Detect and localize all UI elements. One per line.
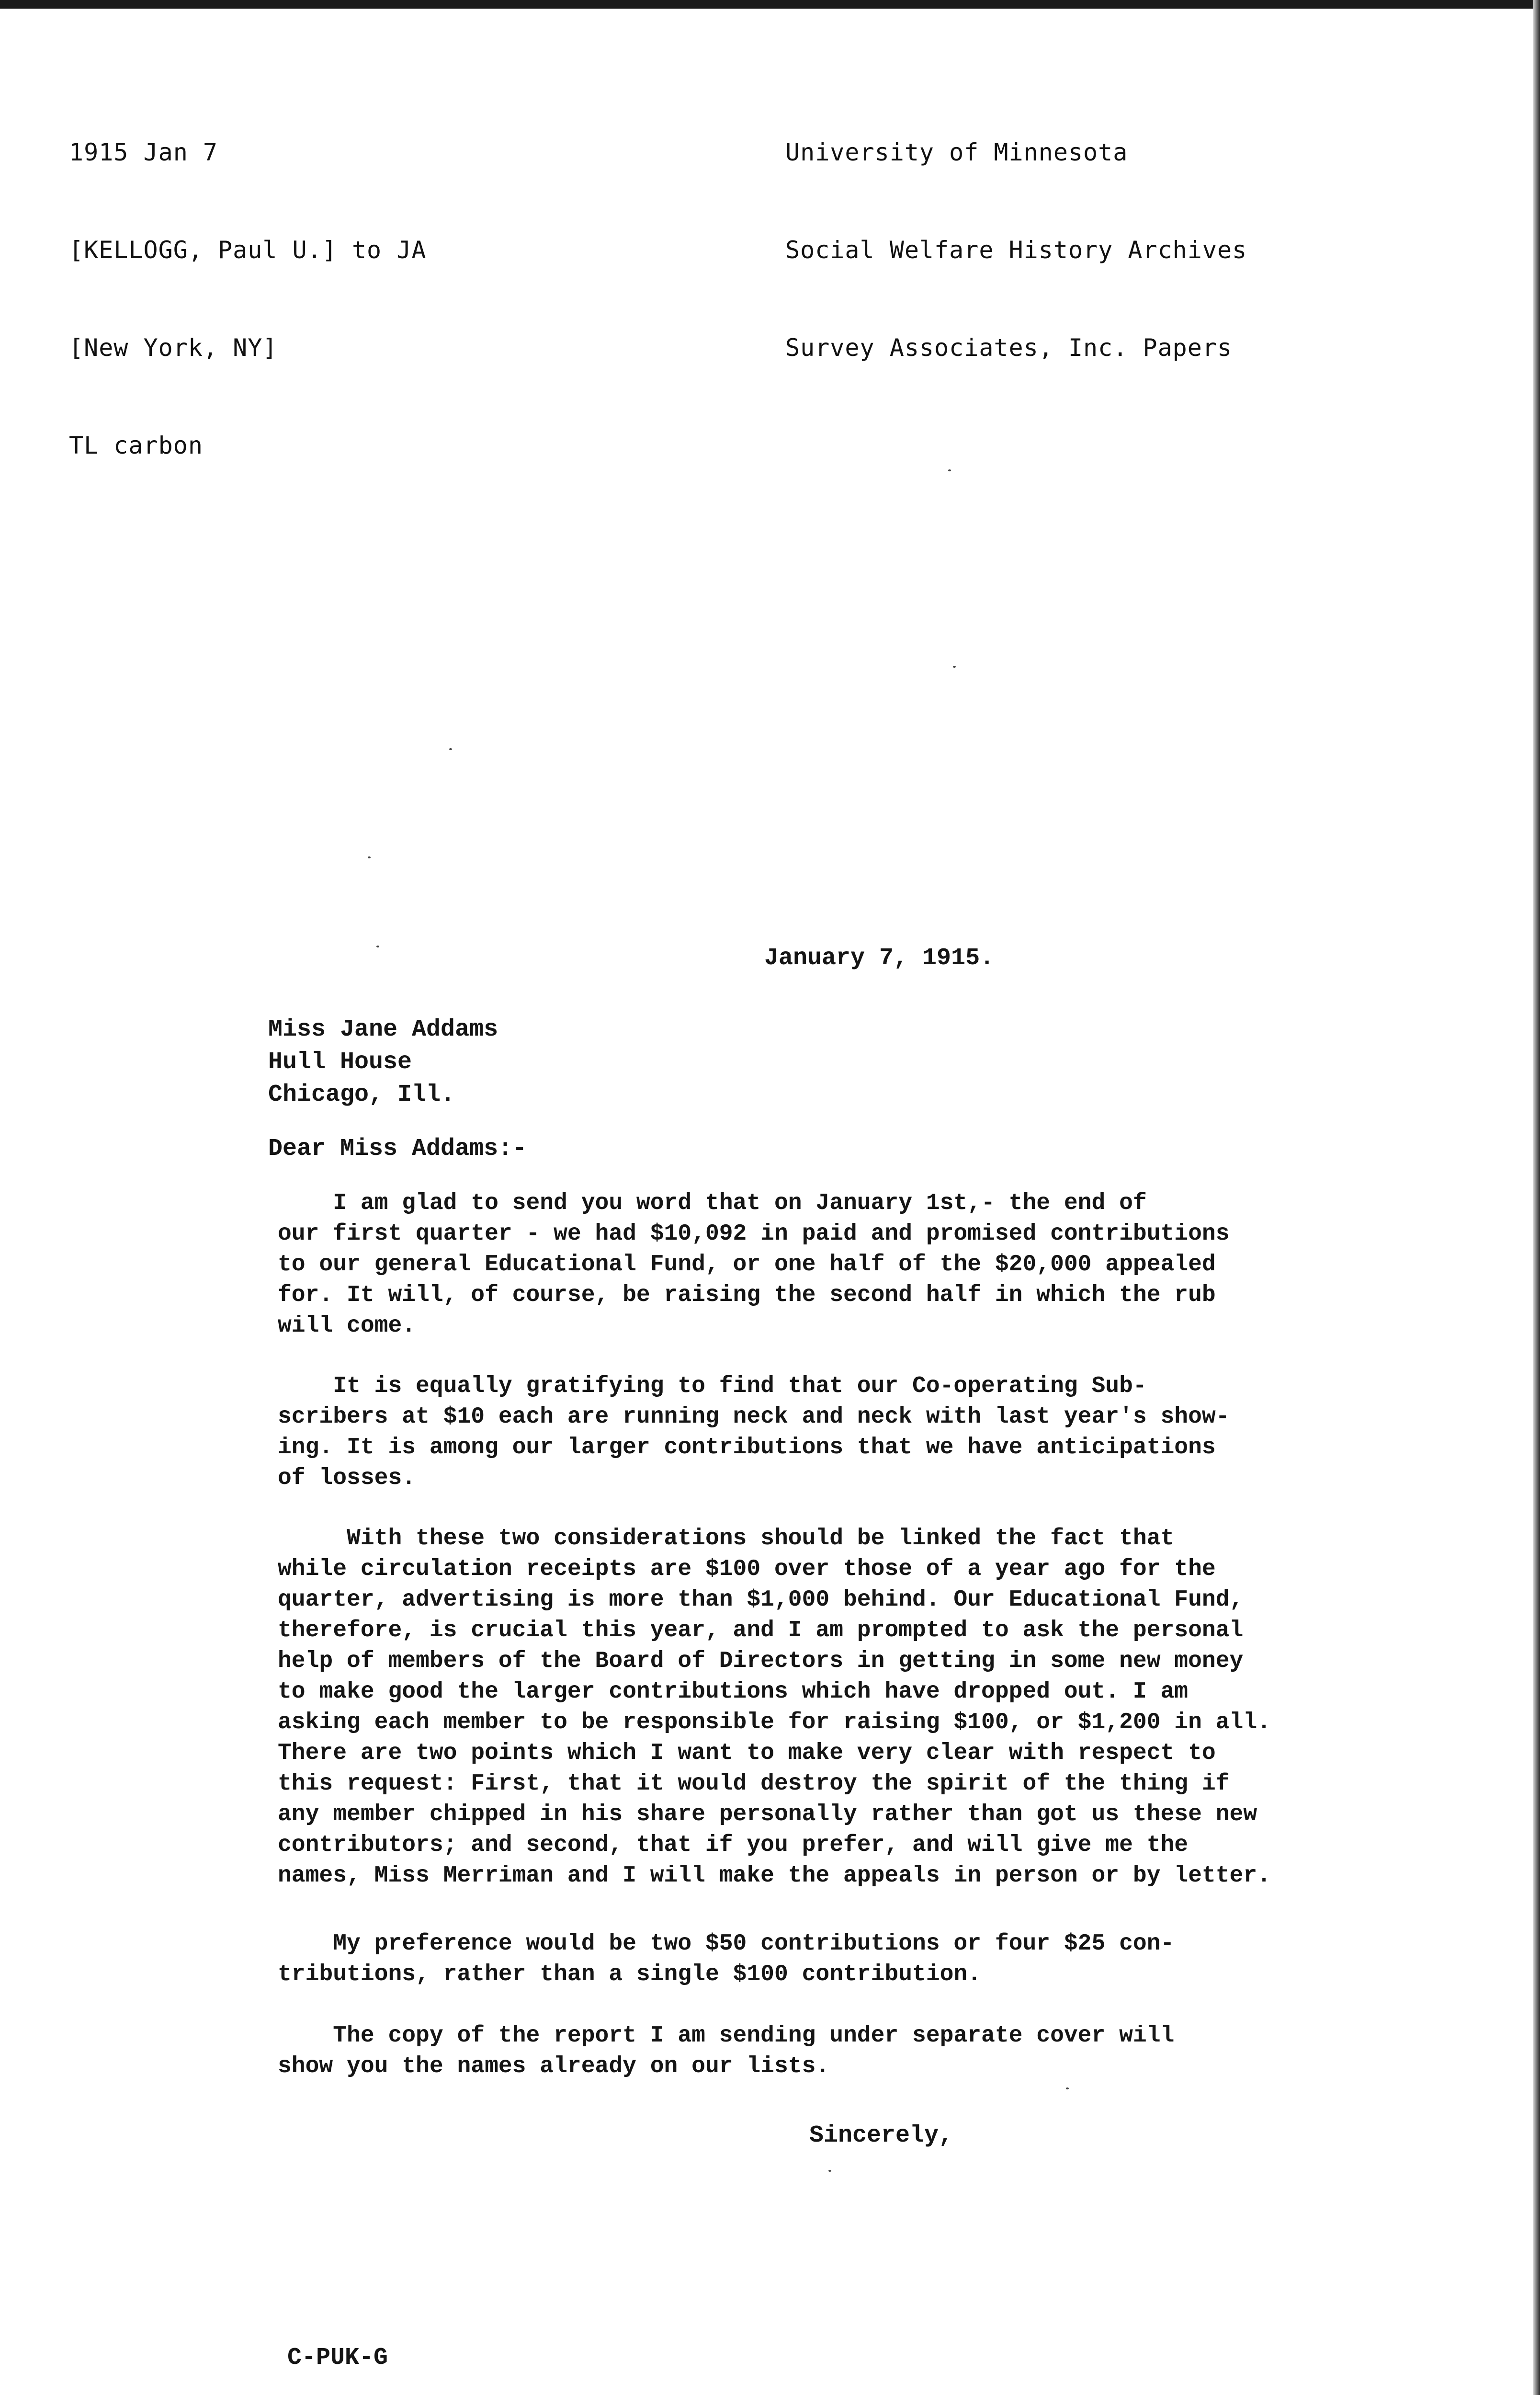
paragraph-line: My preference would be two $50 contributions or four $25 con- [278,1931,1175,1957]
paragraph-line: our first quarter - we had $10,092 in paid and promised contributions [278,1221,1230,1247]
archive-citation [69,71,426,527]
citation-place: [New York, NY] [69,334,278,362]
paragraph-line: ing. It is among our larger contributions that we have anticipations [278,1435,1216,1460]
recipient-institution: Hull House [268,1049,412,1076]
paragraph-line: any member chipped in his share personally rather than got us these new [278,1802,1257,1827]
scan-speck [449,748,452,750]
scan-speck [368,856,371,858]
paragraph-line: There are two points which I want to make very clear with respect to [278,1740,1216,1766]
paragraph-line: tributions, rather than a single $100 contribution. [278,1962,982,1987]
scan-speck [948,469,951,471]
paragraph-4 [278,1928,1331,1990]
source-archive: Social Welfare History Archives [785,236,1247,264]
scan-speck [1066,2087,1069,2089]
paragraph-3 [278,1523,1331,1891]
paragraph-line: asking each member to be responsible for raising $100, or $1,200 in all. [278,1710,1271,1735]
paragraph-line: to make good the larger contributions which have dropped out. I am [278,1679,1189,1705]
scan-speck [953,666,956,668]
paragraph-line: will come. [278,1313,416,1339]
paragraph-line: names, Miss Merriman and I will make the appeals in person or by letter. [278,1863,1271,1889]
citation-date: 1915 Jan 7 [69,138,218,166]
paragraph-line: The copy of the report I am sending under separate cover will [278,2023,1175,2049]
paragraph-line: show you the names already on our lists. [278,2053,830,2079]
closing: Sincerely, [809,2122,953,2149]
paragraph-2 [278,1371,1331,1494]
paragraph-line: help of members of the Board of Directors in getting in some new money [278,1648,1244,1674]
recipient-name: Miss Jane Addams [268,1016,498,1043]
scan-edge-top [0,0,1540,9]
paragraph-line: therefore, is crucial this year, and I am prompted to ask the personal [278,1618,1244,1643]
paragraph-line: of losses. [278,1465,416,1491]
paragraph-line: this request: First, that it would destroy the spirit of the thing if [278,1771,1230,1797]
paragraph-line: for. It will, of course, be raising the second half in which the rub [278,1282,1216,1308]
salutation: Dear Miss Addams:- [268,1135,527,1163]
paragraph-line: With these two considerations should be linked the fact that [278,1526,1175,1551]
typist-initials: C-PUK-G [287,2344,388,2372]
source-institution: University of Minnesota [785,138,1128,166]
scan-speck [376,946,379,947]
citation-correspondents: [KELLOGG, Paul U.] to JA [69,236,427,264]
source-collection: Survey Associates, Inc. Papers [785,334,1233,362]
paragraph-1 [278,1188,1331,1341]
scan-edge-right [1533,0,1540,2395]
paragraph-5 [278,2020,1331,2082]
paragraph-line: to our general Educational Fund, or one half of the $20,000 appealed [278,1252,1216,1277]
recipient-address [268,1014,498,1111]
scan-speck [828,2170,831,2172]
paragraph-line: I am glad to send you word that on January 1st,- the end of [278,1190,1147,1216]
paragraph-line: contributors; and second, that if you prefer, and will give me the [278,1832,1189,1858]
paragraph-line: scribers at $10 each are running neck and neck with last year's show- [278,1404,1230,1430]
archive-source [785,71,1247,429]
citation-format: TL carbon [69,432,203,459]
letter-date: January 7, 1915. [764,945,995,972]
paragraph-line: while circulation receipts are $100 over those of a year ago for the [278,1556,1216,1582]
recipient-city: Chicago, Ill. [268,1081,455,1108]
paragraph-line: It is equally gratifying to find that our Co-operating Sub- [278,1373,1147,1399]
paragraph-line: quarter, advertising is more than $1,000 behind. Our Educational Fund, [278,1587,1244,1613]
